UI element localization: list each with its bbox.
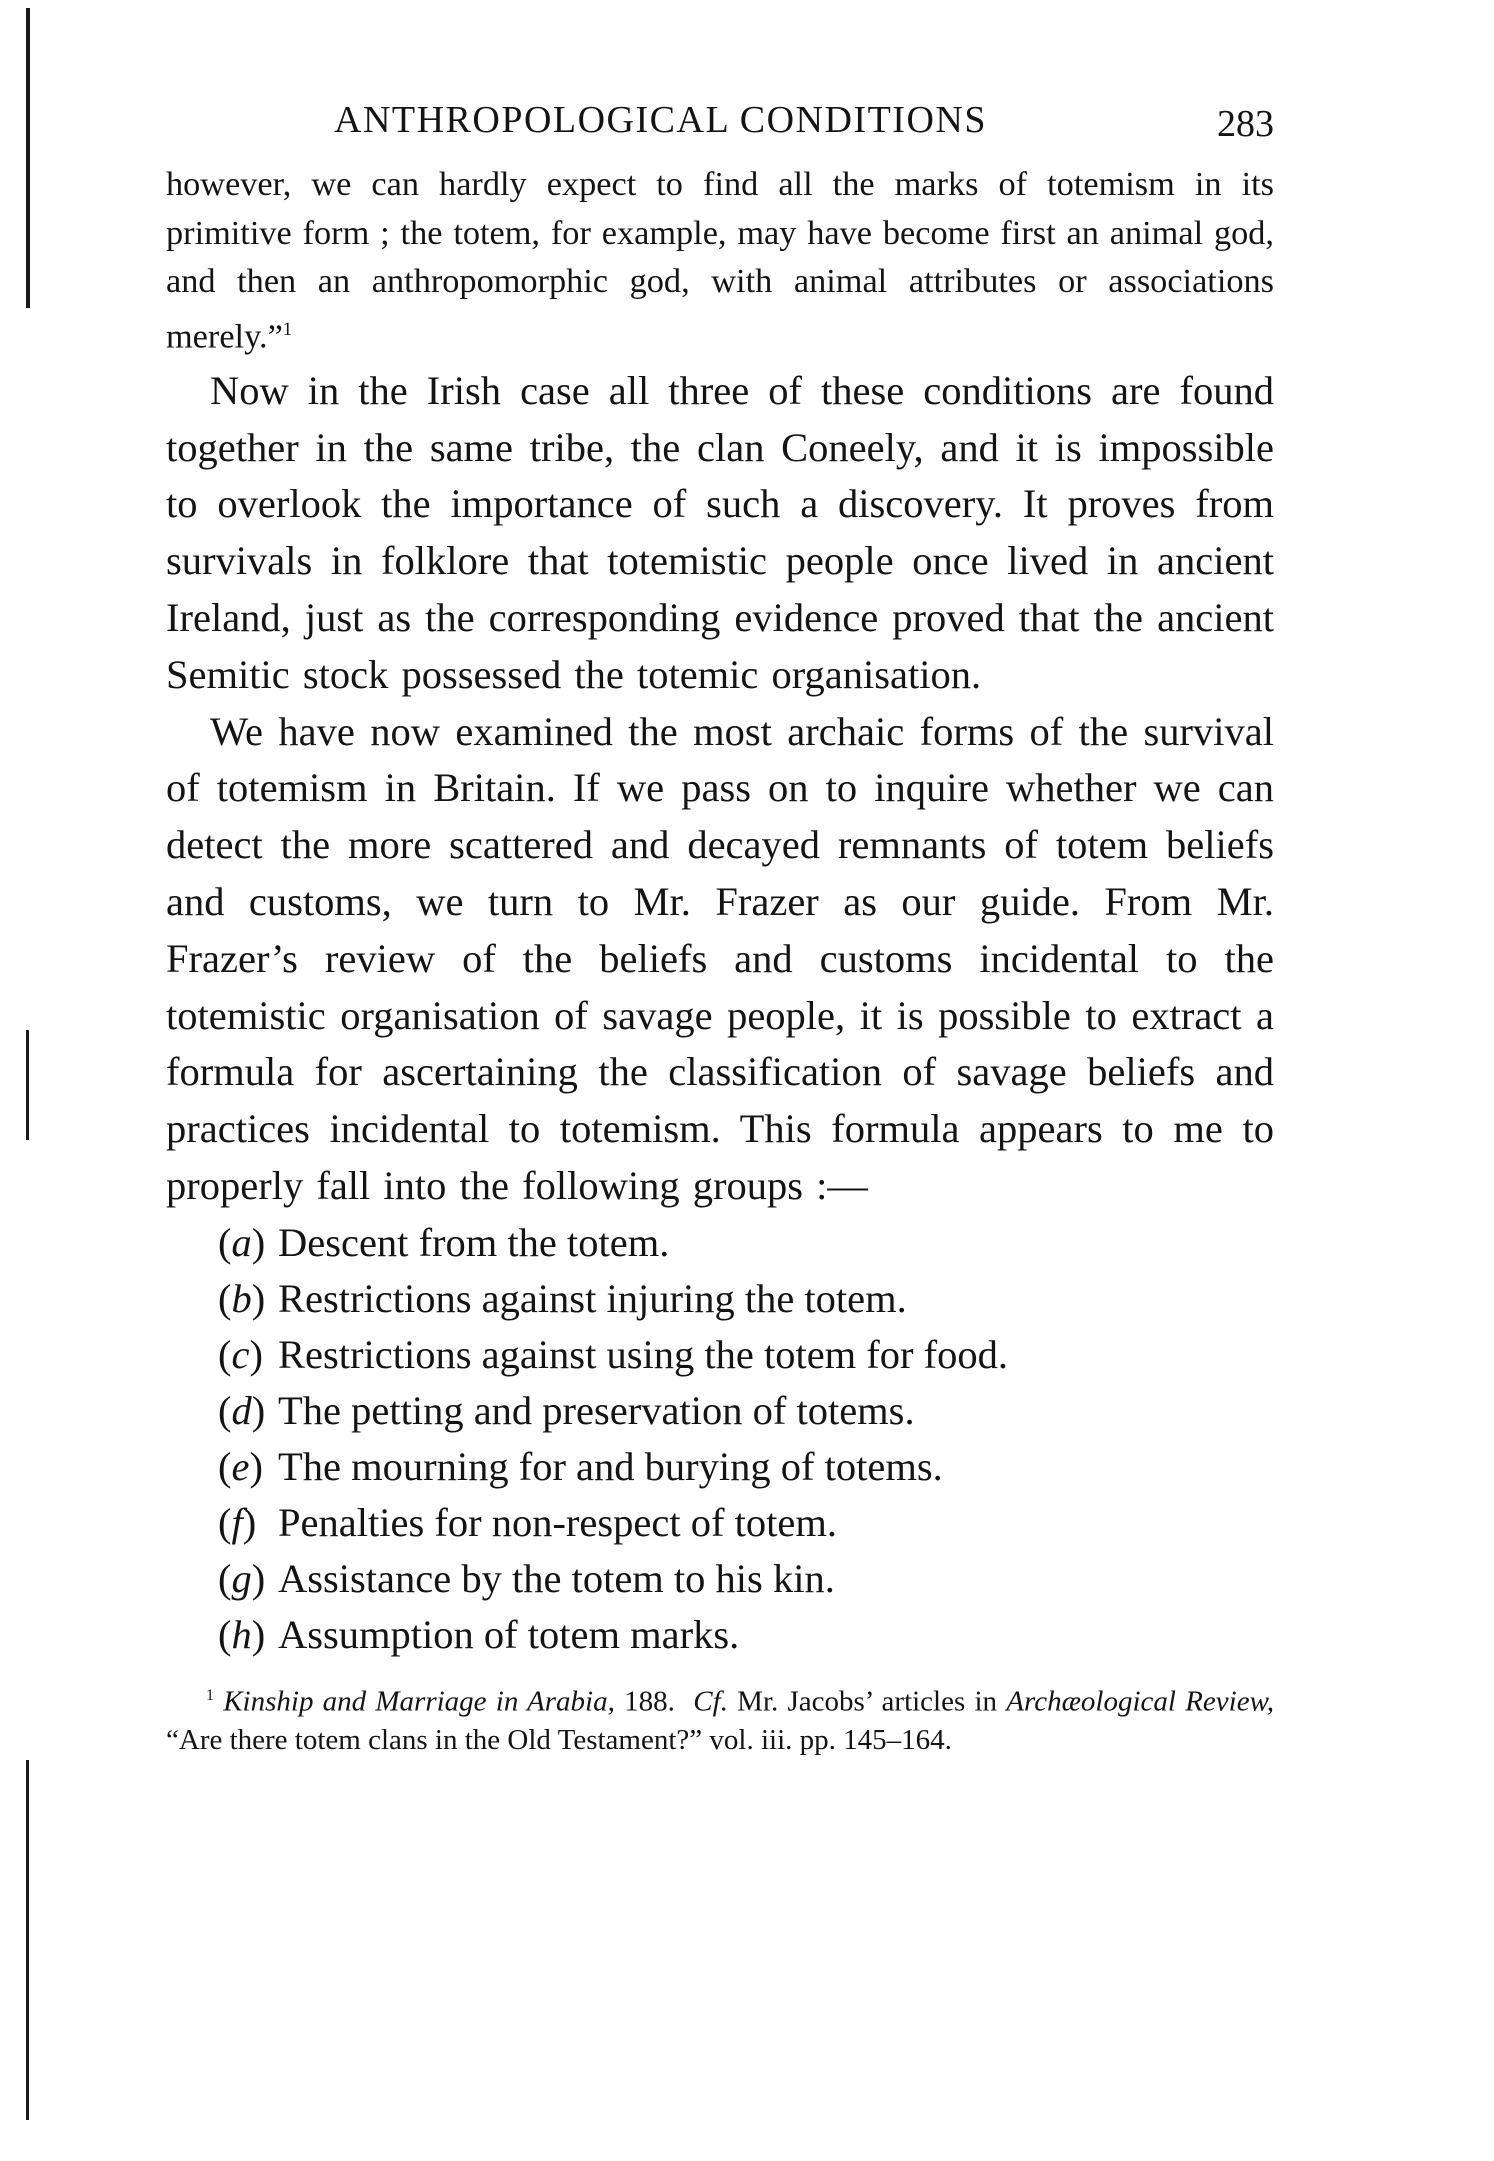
list-item — [218, 1215, 1274, 1271]
list-item-text: The mourning for and burying of totems. — [278, 1443, 943, 1489]
list-item-label: (b) — [218, 1275, 266, 1321]
list-item — [218, 1495, 1274, 1551]
scan-edge-mark — [26, 1760, 29, 2120]
list-item-label: (h) — [218, 1611, 266, 1657]
footnote — [166, 1677, 1274, 1760]
list-item-text: Descent from the totem. — [278, 1219, 670, 1265]
paragraph: We have now examined the most archaic forms of the survival of totemism in Britain. If we pass on to inquire whether we can detect the more scattered and decayed remnants of totem beliefs and customs, we turn to Mr. Frazer as our guide. From Mr. Frazer’s review of the beliefs and customs incidental to the totemistic organisation of savage people, it is possible to extract a formula for ascertaining the classification of savage beliefs and practices incidental to totemism. This formula appears to me to properly fall into the following groups :— — [166, 708, 1274, 1208]
list-item-text: Restrictions against using the totem for food. — [278, 1331, 1009, 1377]
list-item — [218, 1439, 1274, 1495]
list-item — [218, 1271, 1274, 1327]
list-item-label: (d) — [218, 1387, 266, 1433]
list-item-text: Penalties for non-respect of totem. — [278, 1499, 837, 1545]
book-page — [166, 70, 1274, 1759]
paragraph: Now in the Irish case all three of these conditions are found together in the same tribe, the clan Coneely, and it is impossible to overlook the importance of such a discovery. It proves from survivals in folklore that totemistic people once lived in ancient Ireland, just as the corresponding evidence proved that the ancient Semitic stock possessed the totemic organisation. — [166, 367, 1274, 697]
list-item-text: Restrictions against injuring the totem. — [278, 1275, 907, 1321]
list-item-label: (f) — [218, 1499, 257, 1545]
list-item-label: (e) — [218, 1443, 263, 1489]
list-item — [218, 1607, 1274, 1663]
list-item-text: Assumption of totem marks. — [278, 1611, 740, 1657]
totem-groups-list — [166, 1215, 1274, 1663]
scan-edge-mark — [26, 8, 30, 308]
list-item-text: Assistance by the totem to his kin. — [278, 1555, 835, 1601]
footnote-article: “Are there totem clans in the Old Testament?” vol. iii. pp. 145–164. — [166, 1723, 952, 1756]
quotation-text: however, we can hardly expect to find all the marks of totemism in its primitive form ; the totem, for example, may have become first an animal god, and then an anthropomorphic god, with animal attributes or associations merely.” — [166, 165, 1274, 356]
page-header — [166, 70, 1274, 160]
running-title: ANTHROPOLOGICAL CONDITIONS — [334, 99, 987, 141]
list-item-label: (c) — [218, 1331, 263, 1377]
continued-quotation — [166, 160, 1274, 361]
list-item-text: The petting and preservation of totems. — [278, 1387, 915, 1433]
list-item — [218, 1551, 1274, 1607]
footnote-marker: 1 — [206, 1686, 214, 1704]
footnote-reference: 1 — [282, 318, 293, 340]
page-number: 283 — [1217, 103, 1274, 145]
list-item-label: (a) — [218, 1219, 266, 1265]
footnote-page: 188. — [614, 1685, 675, 1718]
footnote-book-title: Kinship and Marriage in Arabia, — [223, 1685, 615, 1718]
footnote-author: Mr. Jacobs’ articles in — [727, 1685, 1007, 1718]
list-item — [218, 1383, 1274, 1439]
footnote-journal: Archæological Review, — [1006, 1685, 1275, 1718]
scan-edge-mark — [26, 1030, 29, 1140]
list-item — [218, 1327, 1274, 1383]
list-item-label: (g) — [218, 1555, 266, 1601]
footnote-cf: Cf. — [693, 1685, 728, 1718]
